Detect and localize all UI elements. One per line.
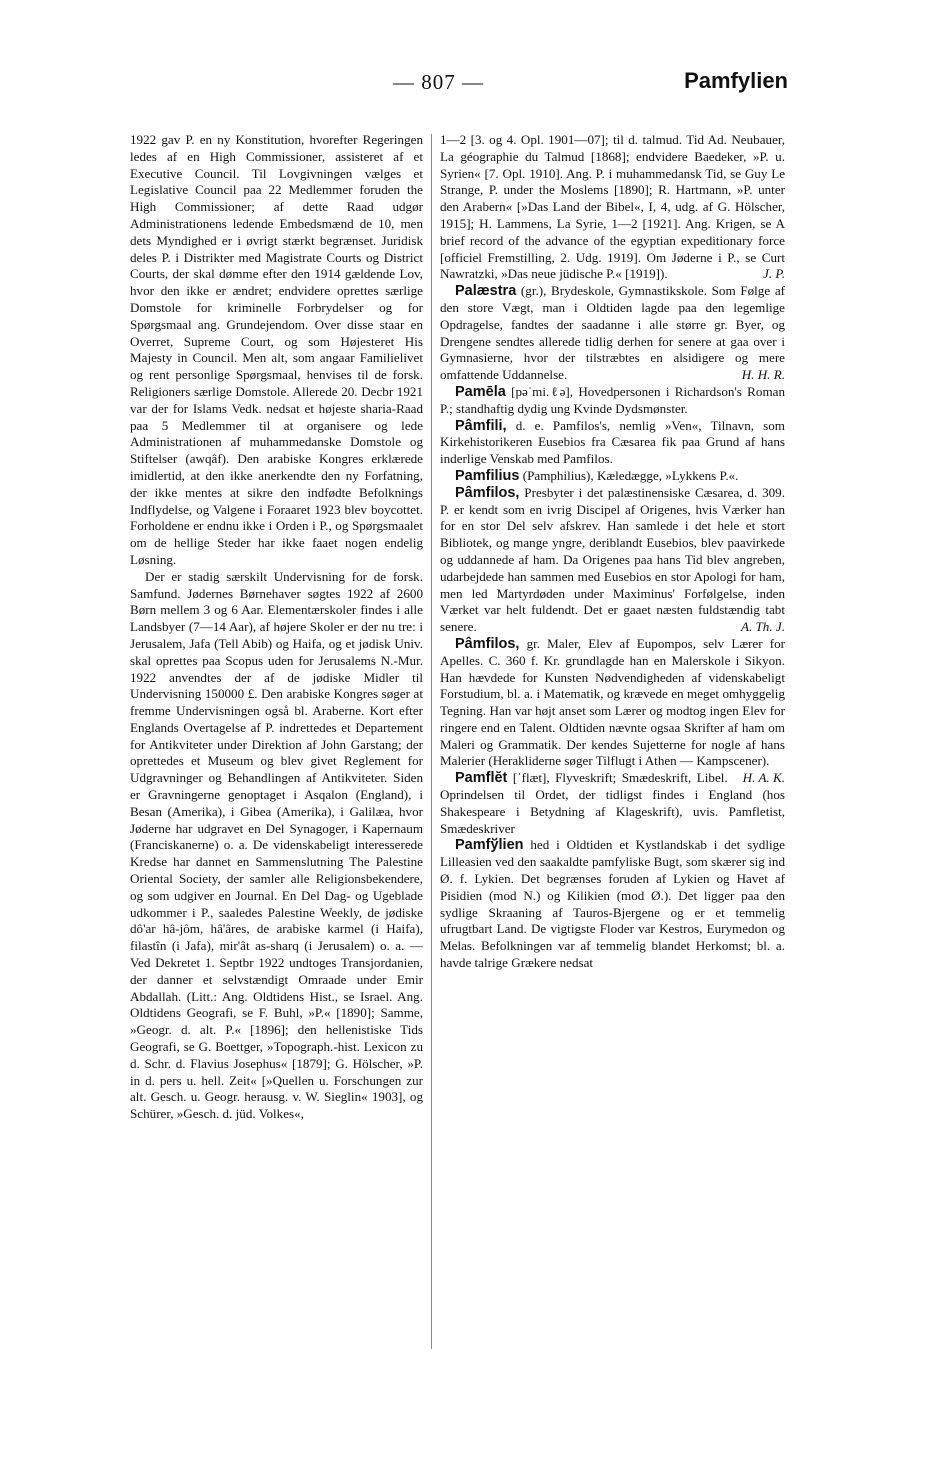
continuation-text: 1—2 [3. og 4. Opl. 1901—07]; til d. talmud. Tid Ad. Neubauer, La géographie du Talmud [1868]; endvidere Baedeker, »P. u. Syrien« [7. Opl. 1910]. Ang. P. i muhammedansk Tid, se Guy Le Strange, P. under the Moslems [1890]; R. Hartmann, »P. unter den Arabern« [»Das Land der Bibel«, I, 4, udg. af G. Hölscher, 1915]; H. Lammens, La Syrie, 1—2 [1921]. Ang. Krigen, se A brief record of the advance of the egyptian expeditionary force [officiel Fremstilling, 2. Udg. 1919]. Om Jøderne i P., se Curt Nawratzki, »Das neue jüdische P.« [1919]). — [440, 132, 785, 282]
entry-text: gr. Maler, Elev af Eupompos, selv Lærer for Apelles. C. 360 f. Kr. grundlagde han en Malerskole i Sikyon. Han hævdede for Kunsten Nødvendigheden af videnskabeligt Forstudium, bl. a. i Matematik, og krævede en meget omhyggelig Tegning. Han var højt anset som Lærer og modtog ingen Elev for ringere end en Talent. Oldtiden nævnte ogsaa Skrifter af ham om Maleri og Grammatik. Der kendes Sujetterne for nogle af hans Malerier (Herakliderne søger Tilflugt i Athen — Kampscener). — [440, 635, 785, 769]
left-paragraph-2: Der er stadig særskilt Undervisning for de forsk. Samfund. Jødernes Børnehaver søgtes 1922 af 2600 Børn mellem 3 og 6 Aar. Elementærskoler findes i alle Landsbyer (7—14 Aar), af højere Skoler er der nu tre: i Jerusalem, Jafa (Tell Abib) og Haifa, og et jødisk Univ. skal oprettes paa Scopus uden for Jerusalems N.-Mur. 1922 anvendtes der af de jødiske Midler til Undervisning 150000 £. Den arabiske Kongres søger at fremme Undervisningen også bl. Araberne. Kort efter Englands Overtagelse af P. indrettedes et Departement for Antikviteter under Direktion af John Garstang; der oprettedes et Museum og blev givet Reglement for Udgravninger og Behandlingen af Antikviteter. Siden er Gravningerne genoptaget i Asqalon (England), i Besan (Amerika), i Gibea (Amerika), i Galilæa, hvor Jøderne har udgravet en Del Synagoger, i Kapernaum (Franciskanerne) o. a. De videnskabeligt interesserede Kredse har dannet en Sammenslutning The Palestine Oriental Society, der samler alle Religionsbekendere, og som udgiver en Journal. En Del Dag- og Ugeblade udkommer i P., saaledes Palestine Weekly, de jødiske dô'ar hâ-jôm, hâ'âres, de arabiske karmel (i Haifa), filastîn (i Jafa), mir'ât as-sharq (i Jerusalem) o. a. — Ved Dekretet 1. Septbr 1922 undtoges Transjordanien, der danner et selvstændigt Omraade under Emir Abdallah. (Litt.: Ang. Oldtidens Hist., se Israel. Ang. Oldtidens Geografi, se F. Buhl, »P.« [1890]; Samme, »Geogr. d. alt. P.« [1896]; den hellenistiske Tids Geografi, se G. Boettger, »Topograph.-hist. Lexicon zu d. Schr. d. Flavius Josephus« [1879]; G. Hölscher, »P. in d. pers u. hell. Zeit« [»Quellen u. Forschungen zur alt. Gesch. u. Geogr. herausg. v. W. Sieglin« 1903], og Schürer, »Gesch. d. jüd. Volkes«, — [130, 568, 423, 1122]
entry-palaestra — [440, 283, 785, 384]
entry-pamfilius — [440, 468, 785, 485]
column-divider — [431, 134, 432, 1349]
entry-text: hed i Oldtiden et Kystlandskab i det sydlige Lilleasien ved den saakaldte pamfyliske Bugt, som skærer sig ind Ø. f. Lykien. Det begrænses foruden af Lykien og Havet af Pisidien (mod N.) og Kilikien (mod Ø.). Det ligger paa den sydlige Skraaning af Tauros-Bjergene og er et temmelig ufrugtbart Land. De vigtigste Floder var Kestros, Eurymedon og Melas. Befolkningen var af temmelig blandet Herkomst; bl. a. havde talrige Grækere nedsat — [440, 837, 785, 971]
continuation-paragraph — [440, 132, 785, 283]
entry-pamfylien — [440, 837, 785, 971]
page-header — [130, 70, 788, 100]
running-head: Pamfylien — [684, 68, 788, 93]
left-paragraph-1: 1922 gav P. en ny Konstitution, hvorefter Regeringen ledes af en High Commissioner, assisteret af et Executive Council. Til Lovgivningen vælges et Legislative Council paa 22 Medlemmer foruden the High Commissioner; af dette Raad udgør Administrationens ledende Embedsmænd de 10, men dets Myndighed er i øvrigt stærkt begrænset. Juridisk deles P. i Distrikter med Magistrate Courts og District Courts, der skal dømme efter den 1914 gældende Lov, hvor den ikke er ændret; endvidere oprettes særlige Domstole for kriminelle Forbrydelser og for Spørgsmaal ang. Grundejendom. Over disse staar en Overret, Supreme Court, og som Højesteret His Majesty in Council. Men alt, som angaar Familielivet og rent personlige Spørgsmaal, henvises til de forsk. Religioners særlige Domstole. Allerede 20. Decbr 1921 var der for Islams Vedk. nedsat et højeste sharia-Raad paa 5 Medlemmer til at organisere og lede Administrationen af muhammedanske Domstole og Stiftelser (awqâf). Den arabiske Kongres erklærede imidlertid, at den ikke anerkendte den ny Forfatning, der ikke mentes at sikre den indfødte Befolknings Indflydelse, og Valgene i Foraaret 1923 blev boycottet. Forholdene er endnu ikke i Orden i P., og Spørgsmaalet om de hellige Steder har ikke faaet nogen endelig Løsning. — [130, 132, 423, 567]
entry-text: (gr.), Brydeskole, Gymnastikskole. Som Følge af den store Vægt, man i Oldtiden lagde paa den legemlige Opdragelse, fandtes der saadanne i alle større gr. Byer, og Drengene sendtes allerede tidlig derhen for senere at gaa over i Gymnasierne, hvor der tilstræbtes en alsidigere og mere omfattende Uddannelse. — [440, 283, 785, 383]
page-number: — 807 — — [393, 70, 484, 94]
entry-pamela — [440, 384, 785, 418]
entry-signature: H. A. K. — [742, 770, 785, 786]
entry-pamfilos-presbyter — [440, 485, 785, 636]
entry-text: [ˈflæt], Flyveskrift; Smædeskrift, Libel. Oprindelsen til Ordet, der tidligst findes i England (hos Shakespeare i Betydning af Klageskrift), uvis. Pamfletist, Smædeskriver — [440, 770, 785, 836]
entry-headword: Pamēla — [455, 383, 506, 400]
entry-text: [pəˈmi.ℓə], Hovedpersonen i Richardson's Roman P.; standhaftig dydig ung Kvinde Dydsmønster. — [440, 383, 785, 416]
entry-signature: A. Th. J. — [740, 619, 785, 635]
entry-headword: Pâmfilos, — [455, 635, 520, 652]
entry-text: (Pamphilius), Kæledægge, »Lykkens P.«. — [519, 467, 739, 483]
entry-headword: Palæstra — [455, 283, 517, 300]
entry-headword: Pamflĕt — [455, 770, 508, 787]
entry-headword: Pamfўlien — [455, 837, 524, 854]
right-column — [440, 132, 785, 972]
entry-headword: Pamfilius — [455, 467, 520, 484]
entry-headword: Pâmfili, — [455, 417, 507, 434]
entry-pamfili — [440, 418, 785, 468]
entry-signature: H. H. R. — [741, 367, 785, 383]
continuation-signature: J. P. — [763, 266, 785, 282]
entry-headword: Pâmfilos, — [455, 484, 520, 501]
left-column — [130, 132, 423, 1123]
entry-text: Presbyter i det palæstinensiske Cæsarea, d. 309. P. er kendt som en ivrig Discipel af Origenes, hvis Værker han for en stor Del selv afskrev. Han samlede i det hele et stort Bibliotek, og mange yngre, deriblandt Eusebios, blev paavirkede og uddannede af ham. Da Origenes paa hans Tid blev angreben, udarbejdede han sammen med Eusebios en stor Apologi for ham, men led Martyrdøden under Maximinus' Forfølgelse, inden Værket var helt fuldendt. Det er gaaet næsten fuldstændig tabt senere. — [440, 484, 785, 635]
entry-text: d. e. Pamfilos's, nemlig »Ven«, Tilnavn, som Kirkehistorikeren Eusebios fra Cæsarea fik paa Grund af hans inderlige Venskab med Pamfilos. — [440, 417, 785, 467]
